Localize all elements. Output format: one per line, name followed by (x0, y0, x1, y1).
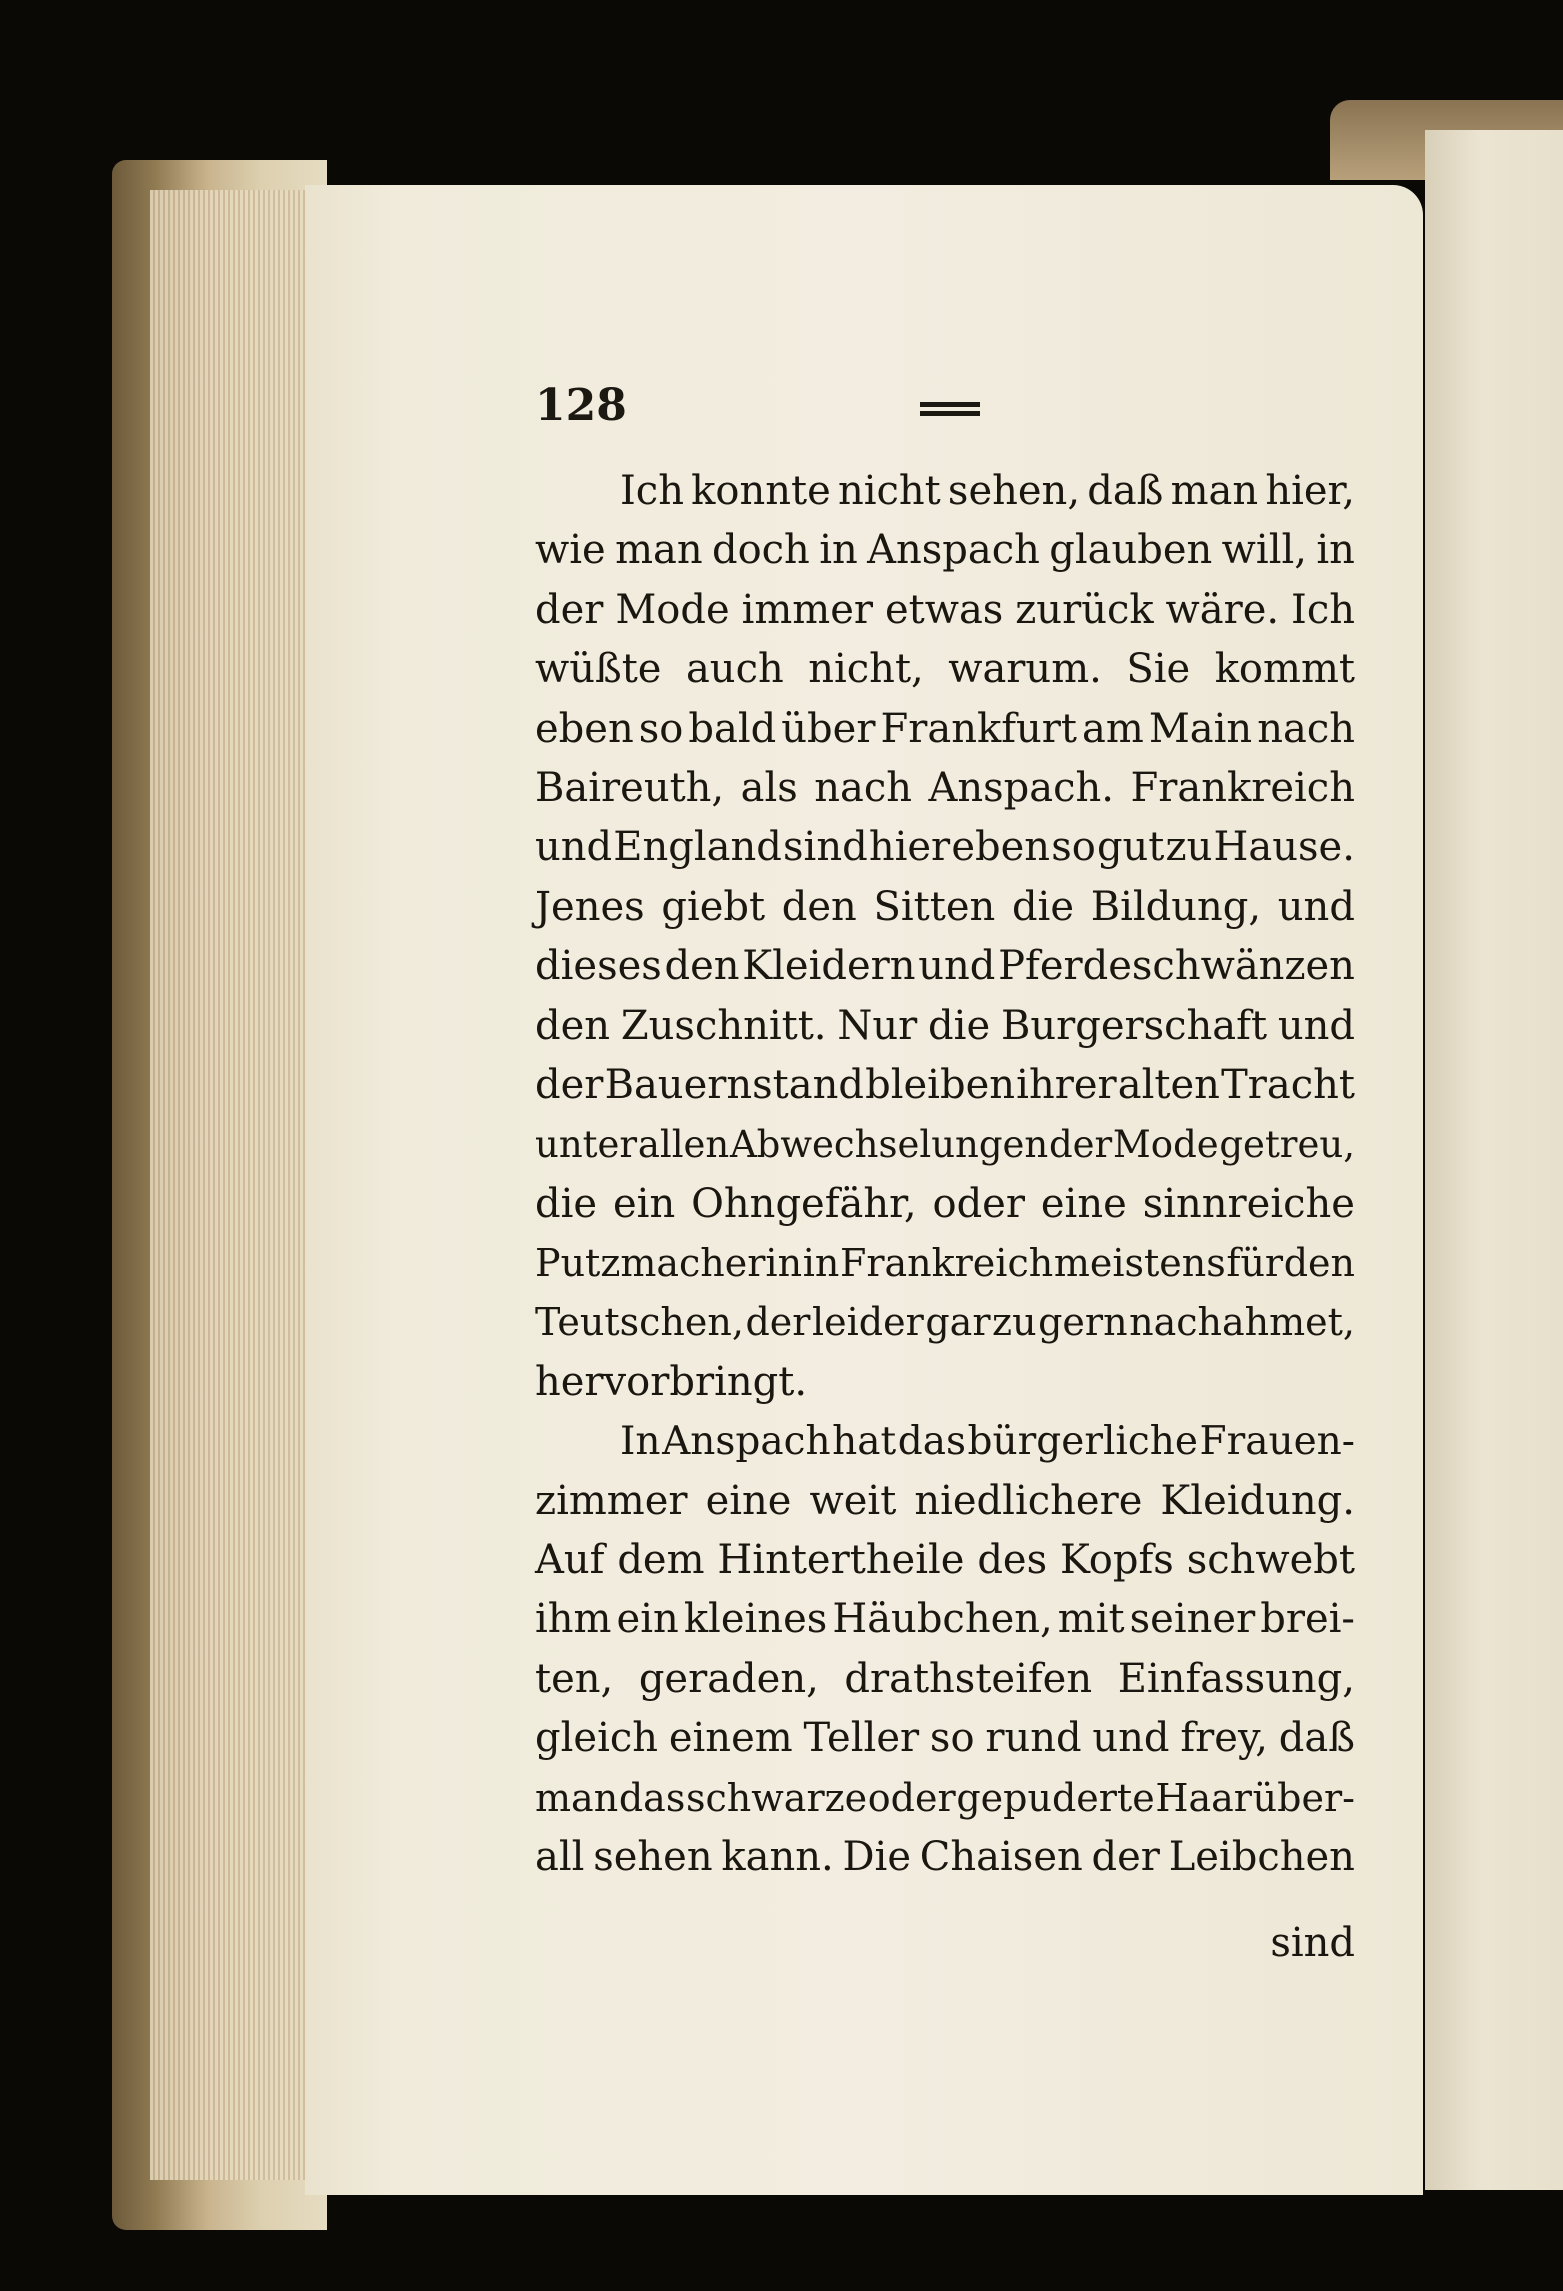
text-line: wie man doch in Anspach glauben will, in (535, 527, 1355, 574)
text-line: all sehen kann. Die Chaisen der Leibchen (535, 1833, 1355, 1880)
text-line: Auf dem Hintertheile des Kopfs schwebt (535, 1537, 1355, 1584)
body-text (535, 462, 1355, 1887)
text-line: Jenes giebt den Sitten die Bildung, und (535, 883, 1355, 930)
text-line: Ich konnte nicht sehen, daß man hier, (620, 468, 1355, 514)
text-line: gleich einem Teller so rund und frey, daß (535, 1715, 1355, 1762)
text-line: ihm ein kleines Häubchen, mit seiner brei- (535, 1596, 1355, 1643)
text-line: eben so bald über Frankfurt am Main nach (535, 705, 1355, 752)
text-line: wüßte auch nicht, warum. Sie kommt (535, 646, 1355, 693)
text-line: den Zuschnitt. Nur die Burgerschaft und (535, 1002, 1355, 1049)
text-line: Baireuth, als nach Anspach. Frankreich (535, 764, 1355, 811)
text-line: und England sind hier eben so gut zu Hause. (535, 824, 1355, 871)
text-line: In Anspach hat das bürgerliche Frauen- (620, 1419, 1355, 1465)
catchword: sind (1270, 1920, 1355, 1966)
text-line: unter allen Abwechselungen der Mode getreu, (535, 1123, 1355, 1167)
text-line: der Mode immer etwas zurück wäre. Ich (535, 586, 1355, 633)
catchword-row (535, 1920, 1355, 1980)
text-line: ten, geraden, drathsteifen Einfassung, (535, 1655, 1355, 1702)
text-line: hervorbringt. (535, 1358, 808, 1405)
text-line: dieses den Kleidern und Pferdeschwänzen (535, 943, 1355, 990)
text-line: Putzmacherin in Frankreich meistens für den (535, 1241, 1355, 1286)
page-number: 128 (535, 380, 627, 431)
page-stack (150, 190, 315, 2180)
text-line: Teutschen, der leider gar zu gern nachahmet, (535, 1300, 1355, 1345)
page-header (535, 380, 1355, 440)
text-line: der Bauernstand bleiben ihrer alten Tracht (535, 1061, 1355, 1108)
text-line: die ein Ohngefähr, oder eine sinnreiche (535, 1180, 1355, 1227)
text-line: man das schwarze oder gepuderte Haar über- (535, 1775, 1355, 1820)
facing-page (1425, 130, 1563, 2190)
text-line: zimmer eine weit niedlichere Kleidung. (535, 1477, 1355, 1524)
header-rule (920, 402, 980, 416)
